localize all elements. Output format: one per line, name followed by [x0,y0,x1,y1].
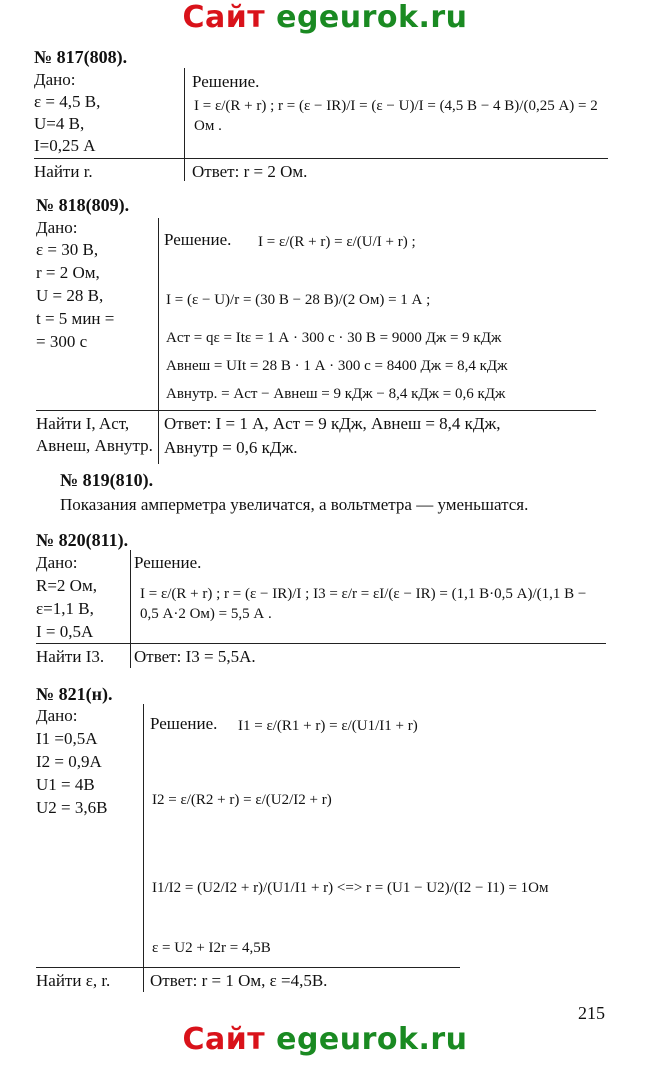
p820-divider-v [130,550,131,668]
site-word-1-bottom: Сайт [182,1022,266,1057]
p817-given-0: ε = 4,5 В, [34,92,101,111]
p821-find: Найти ε, r. [36,971,111,990]
p821-answer: Ответ: r = 1 Ом, ε =4,5В. [150,971,328,990]
p821-given-1: I2 = 0,9А [36,752,102,771]
p818-answer-0: Ответ: I = 1 А, Aст = 9 кДж, Aвнеш = 8,4 кДж, [164,414,501,433]
problem-818-header: № 818(809). [36,195,130,215]
p818-given-2: U = 28 В, [36,286,104,305]
p821-line-0: I1 = ε/(R1 + r) = ε/(U1/I1 + r) [238,718,418,734]
p818-given-1: r = 2 Ом, [36,263,100,282]
site-word-1: Сайт [182,0,266,35]
p817-given-2: I=0,25 А [34,136,96,155]
problem-817-header: № 817(808). [34,47,128,67]
p821-line-1: I2 = ε/(R2 + r) = ε/(U2/I2 + r) [152,792,332,808]
p821-line-2: I1/I2 = (U2/I2 + r)/(U1/I1 + r) <=> r = (U1 − U2)/(I2 − I1) = 1Ом [152,880,549,896]
site-banner-bottom [0,1022,650,1057]
p821-divider-v [143,704,144,992]
p821-given-0: I1 =0,5А [36,729,98,748]
p818-line-1: I = (ε − U)/r = (30 В − 28 В)/(2 Ом) = 1 А ; [166,292,431,308]
p818-line-4: Aвнутр. = Aст − Aвнеш = 9 кДж − 8,4 кДж = 0,6 кДж [166,386,506,402]
p817-formula: I = ε/(R + r) ; r = (ε − IR)/I = (ε − U)/I = (4,5 В − 4 В)/(0,25 А) = 2 Ом . [194,98,598,134]
p818-divider-h [36,410,596,411]
p820-given-1: ε=1,1 В, [36,599,94,618]
p818-divider-v [158,218,159,464]
p821-solution-title: Решение. [150,714,218,733]
problem-820-header: № 820(811). [36,530,129,550]
site-banner-top [0,0,650,35]
p818-solution-title: Решение. [164,230,232,249]
p817-given-title: Дано: [34,70,76,89]
problem-821-header: № 821(н). [36,684,113,704]
p818-given-3: t = 5 мин = [36,309,115,328]
p821-line-3: ε = U2 + I2r = 4,5В [152,940,271,956]
p818-given-0: ε = 30 В, [36,240,99,259]
p818-given-4: = 300 с [36,332,88,351]
problem-819-header: № 819(810). [60,470,154,490]
p820-given-0: R=2 Ом, [36,576,97,595]
p818-given-title: Дано: [36,218,78,237]
p821-given-2: U1 = 4В [36,775,95,794]
p820-solution-title: Решение. [134,553,202,572]
p817-answer: Ответ: r = 2 Ом. [192,162,308,181]
p820-given-2: I = 0,5А [36,622,94,641]
p817-find: Найти r. [34,162,93,181]
p817-divider-v [184,68,185,181]
p819-text: Показания амперметра увеличатся, а вольтметра — уменьшатся. [60,495,529,514]
p821-divider-h [36,967,460,968]
p821-given-title: Дано: [36,706,78,725]
p820-find: Найти I3. [36,647,105,666]
p817-divider-h [34,158,608,159]
p820-divider-h [36,643,606,644]
p820-formula: I = ε/(R + r) ; r = (ε − IR)/I ; I3 = ε/r = εI/(ε − IR) = (1,1 В·0,5 А)/(1,1 В − 0,5 А·2 Ом) = 5,5 А . [140,586,587,622]
p818-find-1: Aвнеш, Aвнутр. [36,436,153,455]
p820-given-title: Дано: [36,553,78,572]
site-word-2: egeurok.ru [276,0,468,35]
p818-find-0: Найти I, Aст, [36,414,130,433]
p818-line-3: Aвнеш = UIt = 28 В · 1 А · 300 с = 8400 Дж = 8,4 кДж [166,358,508,374]
site-word-2-bottom: egeurok.ru [276,1022,468,1057]
page-number: 215 [578,1003,605,1023]
p817-solution-title: Решение. [192,72,260,91]
p818-line-0: I = ε/(R + r) = ε/(U/I + r) ; [258,234,416,250]
p817-given-1: U=4 В, [34,114,85,133]
p820-answer: Ответ: I3 = 5,5А. [134,647,256,666]
p821-given-3: U2 = 3,6В [36,798,108,817]
p818-line-2: Aст = qε = Itε = 1 А · 300 с · 30 В = 9000 Дж = 9 кДж [166,330,502,346]
p818-answer-1: Aвнутр = 0,6 кДж. [164,438,298,457]
